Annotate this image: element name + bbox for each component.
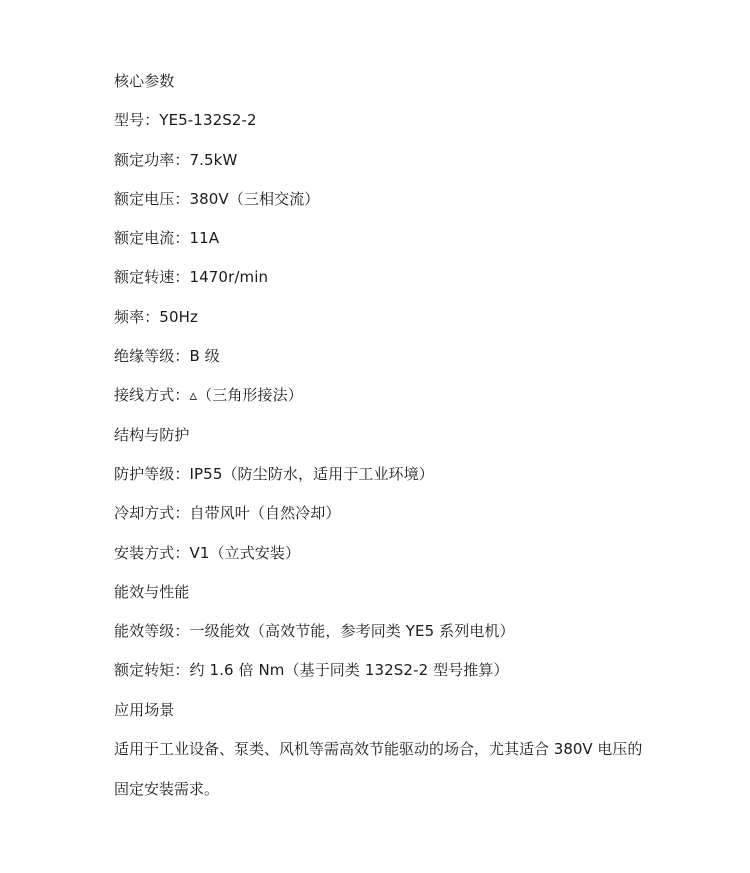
section-heading-structure-protection: 结构与防护 — [114, 425, 190, 444]
spec-model: 型号：YE5-132S2-2 — [114, 111, 257, 130]
section-heading-efficiency-performance: 能效与性能 — [114, 582, 190, 601]
spec-rated-torque: 额定转矩：约 1.6 倍 Nm（基于同类 132S2-2 型号推算） — [114, 661, 509, 680]
spec-rated-power: 额定功率：7.5kW — [114, 150, 238, 169]
document-content — [114, 71, 714, 809]
section-heading-applications: 应用场景 — [114, 700, 175, 719]
spec-rated-current: 额定电流：11A — [114, 229, 220, 248]
spec-frequency: 频率：50Hz — [114, 307, 198, 326]
spec-rated-voltage: 额定电压：380V（三相交流） — [114, 189, 320, 208]
spec-rated-speed: 额定转速：1470r/min — [114, 268, 269, 287]
applications-paragraph: 适用于工业设备、泵类、风机等需高效节能驱动的场合，尤其适合 380V 电压的固定安装需求。 — [114, 740, 643, 798]
section-heading-core-params: 核心参数 — [114, 72, 175, 90]
spec-protection-class: 防护等级：IP55（防尘防水，适用于工业环境） — [114, 464, 434, 483]
spec-wiring-method: 接线方式：▵（三角形接法） — [114, 386, 303, 405]
spec-mounting-method: 安装方式：V1（立式安装） — [114, 543, 301, 562]
spec-cooling-method: 冷却方式：自带风叶（自然冷却） — [114, 504, 341, 523]
spec-efficiency-class: 能效等级：一级能效（高效节能，参考同类 YE5 系列电机） — [114, 622, 515, 641]
spec-insulation-class: 绝缘等级：B 级 — [114, 347, 220, 366]
